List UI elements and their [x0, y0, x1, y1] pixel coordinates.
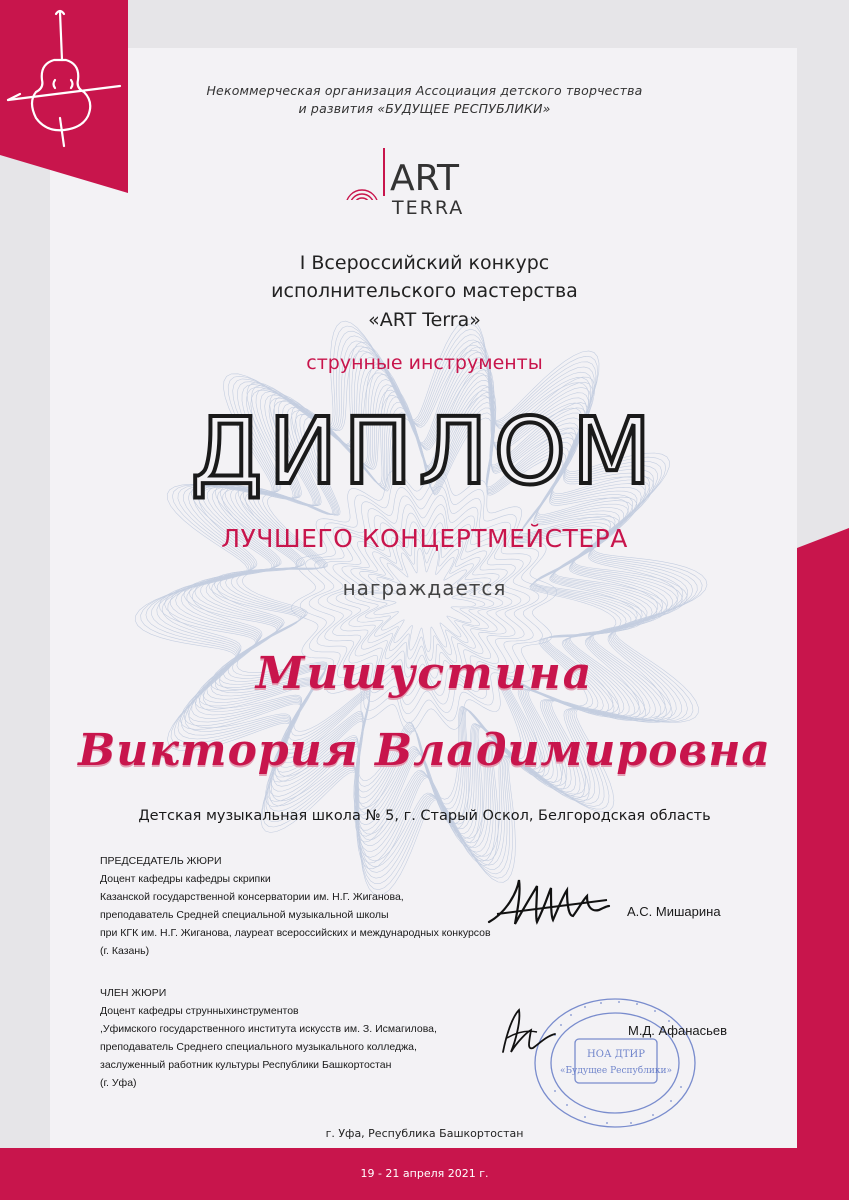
jury-member-role: ЧЛЕН ЖЮРИ [100, 987, 167, 999]
logo-art-text: ART [390, 158, 460, 199]
jury-member-line: ,Уфимского государственного института искусств им. З. Исмагилова, [100, 1023, 437, 1035]
jury-chair-line: Доцент кафедры кафедры скрипки [100, 873, 271, 885]
jury-chair-line: (г. Казань) [100, 945, 150, 957]
diploma-title [0, 395, 849, 505]
member-signature [497, 1002, 567, 1062]
logo-terra-text: TERRA [392, 197, 465, 219]
jury-chair-block [100, 852, 491, 960]
stamp-line-2: «Будущее Республики» [559, 1066, 673, 1076]
jury-chair-line: преподаватель Средней специальной музыкальной школы [100, 909, 389, 921]
member-name: М.Д. Афанасьев [628, 1023, 728, 1038]
chair-name: А.С. Мишарина [627, 904, 721, 919]
contest-title-line-2: исполнительского мастерства [271, 280, 578, 302]
school-name: Детская музыкальная школа № 5, г. Старый Оскол, Белгородская область [138, 808, 711, 824]
stamp-line-1: НОА ДТИР [587, 1049, 645, 1060]
contest-title-line-1: I Всероссийский конкурс [299, 252, 550, 274]
jury-member-line: заслуженный работник культуры Республики Башкортостан [100, 1059, 392, 1071]
recipient-given-names: Виктория Владимировна [78, 725, 771, 776]
jury-chair-role: ПРЕДСЕДАТЕЛЬ ЖЮРИ [100, 855, 222, 867]
recipient-surname: Мишустина [255, 648, 594, 699]
contest-dates: 19 - 21 апреля 2021 г. [360, 1167, 489, 1180]
city-label: г. Уфа, Республика Башкортостан [325, 1127, 524, 1140]
award-title: ЛУЧШЕГО КОНЦЕРТМЕЙСТЕРА [221, 524, 628, 553]
jury-member-line: преподаватель Среднего специального музыкального колледжа, [100, 1041, 417, 1053]
jury-member-line: (г. Уфа) [100, 1077, 137, 1089]
category-label: струнные инструменты [306, 352, 543, 374]
art-terra-logo [340, 140, 490, 222]
jury-chair-line: Казанской государственной консерватории им. Н.Г. Жиганова, [100, 891, 404, 903]
contest-title-line-3: «ART Terra» [368, 309, 481, 331]
chair-signature [487, 872, 612, 932]
organization-line-1: Некоммерческая организация Ассоциация детского творчества [206, 83, 643, 98]
jury-member-block [100, 984, 437, 1092]
jury-chair-line: при КГК им. Н.Г. Жиганова, лауреат всероссийских и международных конкурсов [100, 927, 491, 939]
jury-member-line: Доцент кафедры струнныхинструментов [100, 1005, 299, 1017]
diploma-title-text: ДИПЛОМ [190, 398, 658, 505]
awarded-label: награждается [342, 576, 507, 600]
organization-line-2: и развития «БУДУЩЕЕ РЕСПУБЛИКИ» [298, 101, 551, 116]
